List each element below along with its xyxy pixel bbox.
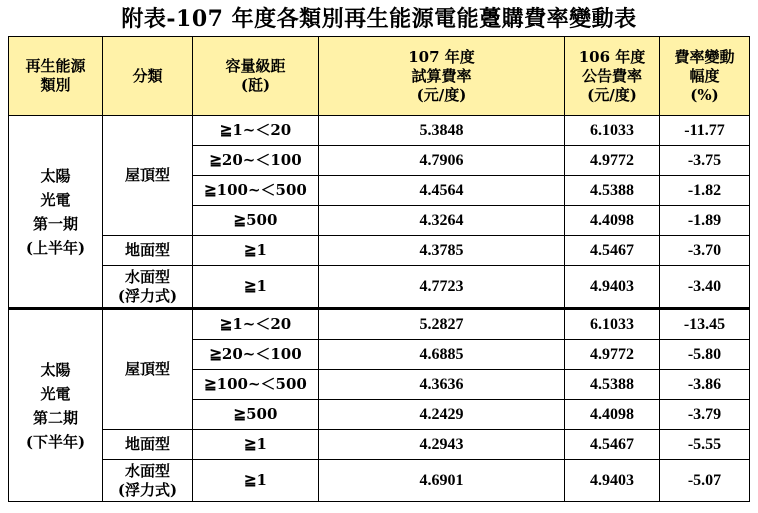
rate-107-cell: 4.7906 [319,146,565,176]
table-row [9,266,750,309]
rate-106-cell: 4.9772 [565,340,660,370]
rate-107-cell: 5.2827 [319,309,565,340]
table-row [9,309,750,340]
header-change [660,37,750,116]
table-row [9,116,750,146]
header-category-line: 再生能源 [25,57,86,75]
rate-106-cell: 4.4098 [565,400,660,430]
capacity-cell: ≧100~＜500 [193,176,319,206]
header-row [9,37,750,116]
change-cell: -5.07 [660,460,750,502]
capacity-cell: ≧1 [193,236,319,266]
category-cell [9,116,103,309]
header-rate-107-line: 試算費率 [411,66,472,85]
header-rate-106-line: (元/度) [587,85,637,104]
header-category [9,37,103,116]
capacity-cell: ≧20~＜100 [193,146,319,176]
header-rate-106-line: 公告費率 [581,66,642,85]
capacity-cell: ≧20~＜100 [193,340,319,370]
rate-106-cell: 4.5467 [565,236,660,266]
rate-107-cell: 4.4564 [319,176,565,206]
table-row [9,460,750,502]
header-capacity-line: (瓩) [240,76,271,94]
type-cell [103,266,193,309]
capacity-cell: ≧500 [193,400,319,430]
change-cell: -5.55 [660,430,750,460]
capacity-cell: ≧1~＜20 [193,116,319,146]
rate-106-cell: 4.9403 [565,460,660,502]
rate-106-cell: 6.1033 [565,116,660,146]
table-title: 附表-107 年度各類別再生能源電能躉購費率變動表 [121,6,637,32]
rate-106-cell: 6.1033 [565,309,660,340]
capacity-cell: ≧1 [193,266,319,309]
capacity-cell: ≧500 [193,206,319,236]
category-line: 光電 [40,384,71,403]
change-cell: -3.79 [660,400,750,430]
header-change-line: 費率變動 [674,47,735,66]
header-capacity [193,37,319,116]
header-rate-107-line: (元/度) [416,85,467,104]
rate-106-cell: 4.5388 [565,176,660,206]
header-rate-107 [319,37,565,116]
rate-107-cell: 5.3848 [319,116,565,146]
change-cell: -3.40 [660,266,750,309]
header-change-line: (%) [690,85,719,104]
type-cell: 屋頂型 [103,116,193,236]
header-category-line: 類別 [40,76,71,94]
rate-107-cell: 4.7723 [319,266,565,309]
header-type: 分類 [103,37,193,116]
rate-107-cell: 4.3264 [319,206,565,236]
change-cell: -3.75 [660,146,750,176]
rate-107-cell: 4.3636 [319,370,565,400]
header-rate-106 [565,37,660,116]
tariff-change-table [8,36,750,502]
type-cell [103,460,193,502]
change-cell: -11.77 [660,116,750,146]
table-body [9,116,750,502]
header-rate-106-line: 106 年度 [578,47,646,66]
rate-106-cell: 4.4098 [565,206,660,236]
capacity-cell: ≧100~＜500 [193,370,319,400]
category-line: 太陽 [40,166,71,185]
type-line: (浮力式) [117,480,178,499]
category-cell [9,309,103,502]
capacity-cell: ≧1~＜20 [193,309,319,340]
rate-107-cell: 4.3785 [319,236,565,266]
category-line: 太陽 [40,360,71,379]
category-line: 第二期 [32,408,78,427]
table-row [9,236,750,266]
category-line: (下半年) [25,432,86,451]
rate-107-cell: 4.2429 [319,400,565,430]
category-line: 光電 [40,190,71,209]
rate-107-cell: 4.6901 [319,460,565,502]
rate-106-cell: 4.5467 [565,430,660,460]
header-capacity-line: 容量級距 [225,57,286,75]
type-line: 水面型 [124,461,170,480]
rate-107-cell: 4.6885 [319,340,565,370]
rate-106-cell: 4.9403 [565,266,660,309]
capacity-cell: ≧1 [193,460,319,502]
category-line: 第一期 [32,214,78,233]
change-cell: -13.45 [660,309,750,340]
change-cell: -1.82 [660,176,750,206]
type-cell: 屋頂型 [103,309,193,430]
header-rate-107-line: 107 年度 [408,47,475,66]
rate-106-cell: 4.5388 [565,370,660,400]
change-cell: -3.70 [660,236,750,266]
change-cell: -1.89 [660,206,750,236]
rate-106-cell: 4.9772 [565,146,660,176]
type-line: 水面型 [124,267,170,286]
type-cell: 地面型 [103,430,193,460]
type-line: (浮力式) [117,286,178,305]
category-line: (上半年) [25,238,86,257]
header-change-line: 幅度 [689,66,720,85]
capacity-cell: ≧1 [193,430,319,460]
type-cell: 地面型 [103,236,193,266]
change-cell: -3.86 [660,370,750,400]
change-cell: -5.80 [660,340,750,370]
table-row [9,430,750,460]
rate-107-cell: 4.2943 [319,430,565,460]
